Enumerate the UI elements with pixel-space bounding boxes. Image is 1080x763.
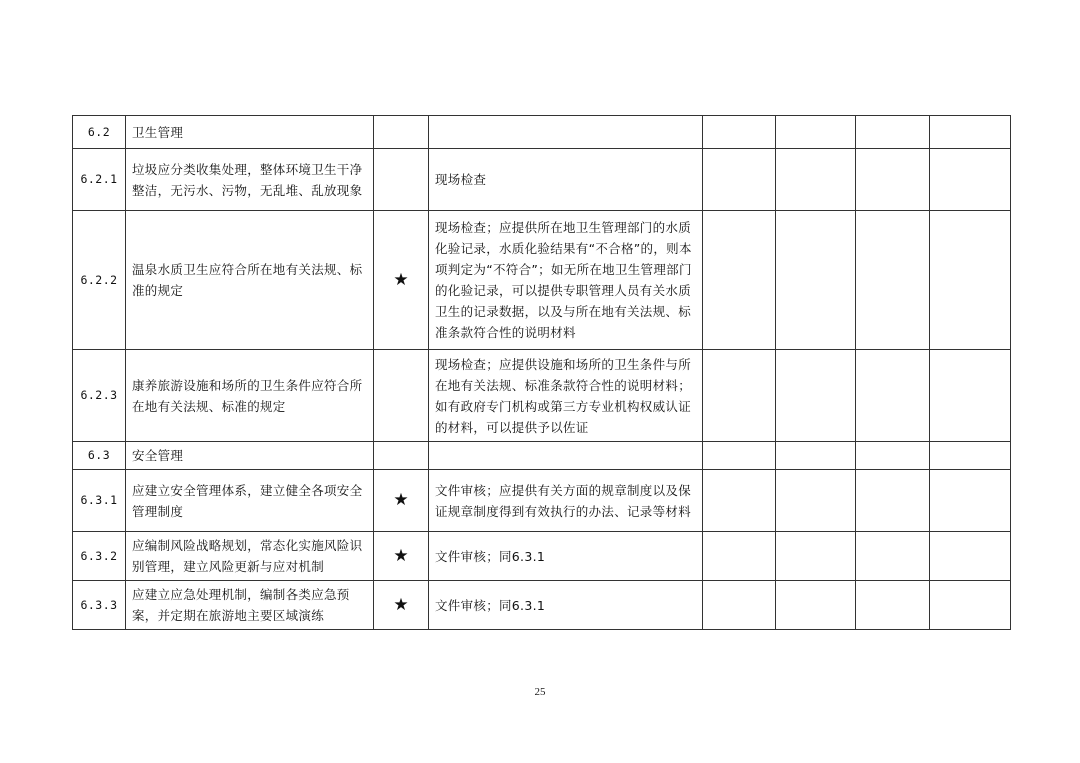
requirement-text: 应建立安全管理体系，建立健全各项安全管理制度 bbox=[126, 470, 374, 532]
empty-cell bbox=[856, 350, 930, 442]
empty-cell bbox=[856, 211, 930, 350]
page-number: 25 bbox=[534, 686, 546, 698]
empty-cell bbox=[930, 442, 1011, 470]
empty-cell bbox=[930, 149, 1011, 211]
requirement-text: 康养旅游设施和场所的卫生条件应符合所在地有关法规、标准的规定 bbox=[126, 350, 374, 442]
empty-cell bbox=[776, 442, 856, 470]
empty-cell bbox=[776, 470, 856, 532]
key-item-mark: ★ bbox=[374, 581, 429, 630]
empty-cell bbox=[703, 149, 776, 211]
key-item-mark bbox=[374, 350, 429, 442]
empty-cell bbox=[703, 532, 776, 581]
requirement-text: 垃圾应分类收集处理，整体环境卫生干净整洁，无污水、污物，无乱堆、乱放现象 bbox=[126, 149, 374, 211]
empty-cell bbox=[776, 532, 856, 581]
table-row-6-3-1 bbox=[73, 470, 1011, 532]
empty-cell bbox=[856, 470, 930, 532]
empty-cell bbox=[856, 442, 930, 470]
table-row-6-2-3 bbox=[73, 350, 1011, 442]
empty-cell bbox=[856, 116, 930, 149]
key-item-mark bbox=[374, 116, 429, 149]
requirement-text: 卫生管理 bbox=[126, 116, 374, 149]
item-number: 6.3.1 bbox=[73, 470, 126, 532]
empty-cell bbox=[930, 470, 1011, 532]
empty-cell bbox=[930, 532, 1011, 581]
item-number: 6.3.2 bbox=[73, 532, 126, 581]
assessment-method: 文件审核；同6.3.1 bbox=[429, 581, 703, 630]
empty-cell bbox=[930, 211, 1011, 350]
key-item-mark bbox=[374, 149, 429, 211]
empty-cell bbox=[776, 581, 856, 630]
item-number: 6.2 bbox=[73, 116, 126, 149]
table-row-6-3-3 bbox=[73, 581, 1011, 630]
empty-cell bbox=[776, 116, 856, 149]
table-row-6-3 bbox=[73, 442, 1011, 470]
item-number: 6.2.2 bbox=[73, 211, 126, 350]
item-number: 6.2.3 bbox=[73, 350, 126, 442]
table-row-6-3-2 bbox=[73, 532, 1011, 581]
empty-cell bbox=[703, 116, 776, 149]
empty-cell bbox=[856, 149, 930, 211]
empty-cell bbox=[703, 470, 776, 532]
key-item-mark bbox=[374, 442, 429, 470]
assessment-table bbox=[72, 115, 1011, 630]
assessment-method: 文件审核；应提供有关方面的规章制度以及保证规章制度得到有效执行的办法、记录等材料 bbox=[429, 470, 703, 532]
empty-cell bbox=[703, 581, 776, 630]
assessment-method: 现场检查；应提供设施和场所的卫生条件与所在地有关法规、标准条款符合性的说明材料；如有政府专门机构或第三方专业机构权威认证的材料，可以提供予以佐证 bbox=[429, 350, 703, 442]
table-row-6-2 bbox=[73, 116, 1011, 149]
item-number: 6.3.3 bbox=[73, 581, 126, 630]
requirement-text: 温泉水质卫生应符合所在地有关法规、标准的规定 bbox=[126, 211, 374, 350]
table-row-6-2-1 bbox=[73, 149, 1011, 211]
empty-cell bbox=[703, 350, 776, 442]
empty-cell bbox=[930, 116, 1011, 149]
table-row-6-2-2 bbox=[73, 211, 1011, 350]
assessment-method: 现场检查 bbox=[429, 149, 703, 211]
item-number: 6.2.1 bbox=[73, 149, 126, 211]
empty-cell bbox=[703, 442, 776, 470]
empty-cell bbox=[776, 350, 856, 442]
key-item-mark: ★ bbox=[374, 211, 429, 350]
empty-cell bbox=[930, 350, 1011, 442]
item-number: 6.3 bbox=[73, 442, 126, 470]
empty-cell bbox=[776, 211, 856, 350]
key-item-mark: ★ bbox=[374, 470, 429, 532]
key-item-mark: ★ bbox=[374, 532, 429, 581]
requirement-text: 应编制风险战略规划，常态化实施风险识别管理，建立风险更新与应对机制 bbox=[126, 532, 374, 581]
empty-cell bbox=[776, 149, 856, 211]
empty-cell bbox=[856, 532, 930, 581]
assessment-method: 现场检查；应提供所在地卫生管理部门的水质化验记录，水质化验结果有“不合格”的，则本项判定为“不符合”；如无所在地卫生管理部门的化验记录，可以提供专职管理人员有关水质卫生的记录数据，以及与所在地有关法规、标准条款符合性的说明材料 bbox=[429, 211, 703, 350]
requirement-text: 安全管理 bbox=[126, 442, 374, 470]
assessment-method bbox=[429, 442, 703, 470]
empty-cell bbox=[930, 581, 1011, 630]
empty-cell bbox=[856, 581, 930, 630]
assessment-method bbox=[429, 116, 703, 149]
requirement-text: 应建立应急处理机制，编制各类应急预案，并定期在旅游地主要区域演练 bbox=[126, 581, 374, 630]
empty-cell bbox=[703, 211, 776, 350]
assessment-method: 文件审核；同6.3.1 bbox=[429, 532, 703, 581]
